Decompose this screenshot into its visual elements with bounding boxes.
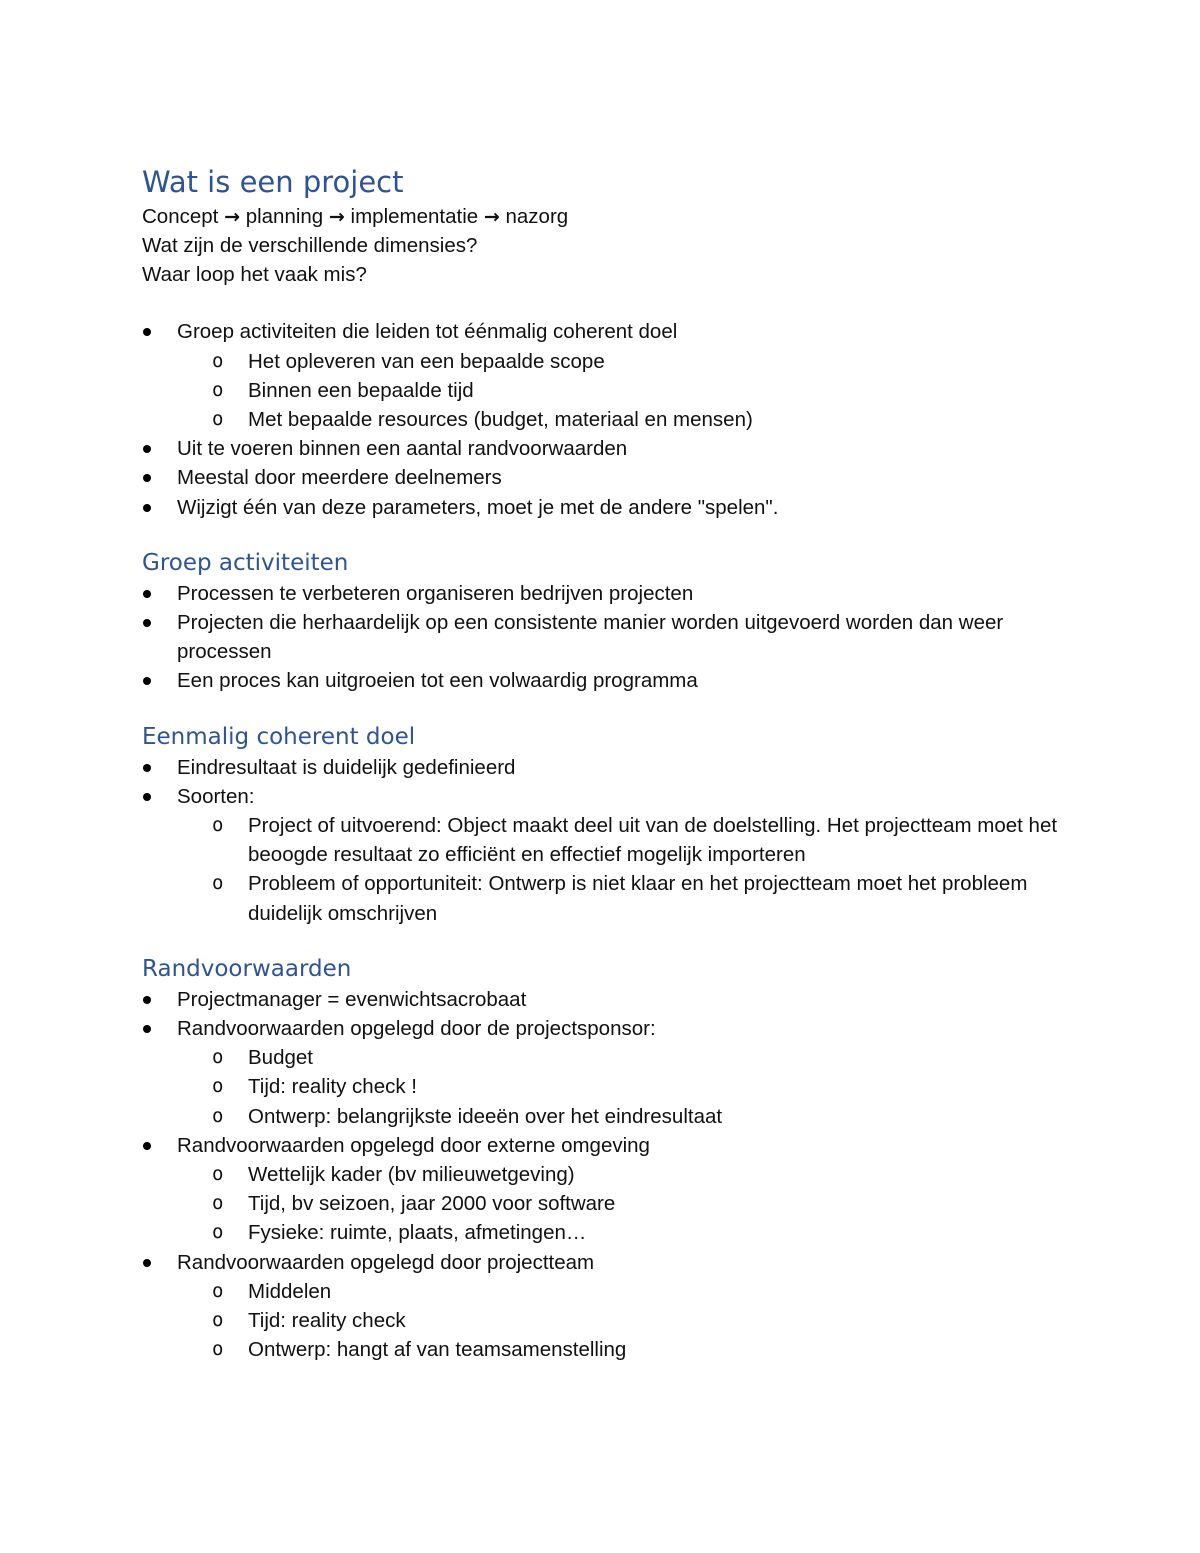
- list-item: o Probleem of opportuniteit: Ontwerp is niet klaar en het projectteam moet het probleem duidelijk omschrijven: [142, 869, 1082, 927]
- list-item: Randvoorwaarden opgelegd door de projectsponsor:: [142, 1014, 1082, 1043]
- spacer: [142, 289, 1082, 317]
- phase-implementatie: implementatie: [350, 205, 479, 228]
- section-heading-randvoorwaarden: Randvoorwaarden: [142, 955, 352, 982]
- page-title: Wat is een project: [142, 165, 404, 199]
- list-item: o Budget: [142, 1043, 1082, 1072]
- eenmalig-doel-list: [142, 753, 1082, 928]
- arrow-right-icon: →: [483, 206, 500, 228]
- intro-question-problems: Waar loop het vaak mis?: [142, 262, 367, 286]
- list-item: Soorten:: [142, 782, 1082, 811]
- arrow-right-icon: →: [224, 206, 240, 228]
- list-item: o Met bepaalde resources (budget, materiaal en mensen): [142, 405, 1082, 434]
- list-item: o Het opleveren van een bepaalde scope: [142, 347, 1082, 376]
- groep-activiteiten-list: [142, 579, 1082, 696]
- section-heading-groep-activiteiten: Groep activiteiten: [142, 549, 349, 576]
- list-item: Projectmanager = evenwichtsacrobaat: [142, 985, 1082, 1014]
- document-page: [142, 163, 1082, 1364]
- intro-question-dimensions: Wat zijn de verschillende dimensies?: [142, 233, 478, 257]
- phase-nazorg: nazorg: [505, 205, 569, 228]
- section-heading-eenmalig-coherent-doel: Eenmalig coherent doel: [142, 723, 416, 750]
- list-item: Uit te voeren binnen een aantal randvoorwaarden: [142, 434, 1082, 463]
- list-item: Eindresultaat is duidelijk gedefinieerd: [142, 753, 1082, 782]
- list-item: o Tijd: reality check !: [142, 1072, 1082, 1101]
- list-item: Randvoorwaarden opgelegd door externe omgeving: [142, 1131, 1082, 1160]
- project-definition-list: [142, 317, 1082, 521]
- list-item: o Fysieke: ruimte, plaats, afmetingen…: [142, 1218, 1082, 1247]
- phase-flow: [142, 203, 1082, 232]
- list-item: o Binnen een bepaalde tijd: [142, 376, 1082, 405]
- list-item: Projecten die herhaardelijk op een consistente manier worden uitgevoerd worden dan weer processen: [142, 608, 1082, 666]
- list-item: Een proces kan uitgroeien tot een volwaardig programma: [142, 666, 1082, 695]
- arrow-right-icon: →: [328, 206, 345, 228]
- phase-concept: Concept: [142, 205, 219, 228]
- list-item: Randvoorwaarden opgelegd door projectteam: [142, 1248, 1082, 1277]
- list-item: o Tijd, bv seizoen, jaar 2000 voor software: [142, 1189, 1082, 1218]
- list-item: Wijzigt één van deze parameters, moet je met de andere "spelen".: [142, 493, 1082, 522]
- list-item: o Ontwerp: hangt af van teamsamenstelling: [142, 1335, 1082, 1364]
- randvoorwaarden-list: [142, 985, 1082, 1365]
- list-item: o Tijd: reality check: [142, 1306, 1082, 1335]
- list-item: Groep activiteiten die leiden tot éénmalig coherent doel: [142, 317, 1082, 346]
- phase-planning: planning: [245, 205, 324, 228]
- list-item: o Project of uitvoerend: Object maakt deel uit van de doelstelling. Het projectteam moet het beoogde resultaat zo efficiënt en effectief mogelijk importeren: [142, 811, 1082, 869]
- list-item: o Middelen: [142, 1277, 1082, 1306]
- list-item: Meestal door meerdere deelnemers: [142, 463, 1082, 492]
- list-item: o Wettelijk kader (bv milieuwetgeving): [142, 1160, 1082, 1189]
- list-item: o Ontwerp: belangrijkste ideeën over het eindresultaat: [142, 1102, 1082, 1131]
- list-item: Processen te verbeteren organiseren bedrijven projecten: [142, 579, 1082, 608]
